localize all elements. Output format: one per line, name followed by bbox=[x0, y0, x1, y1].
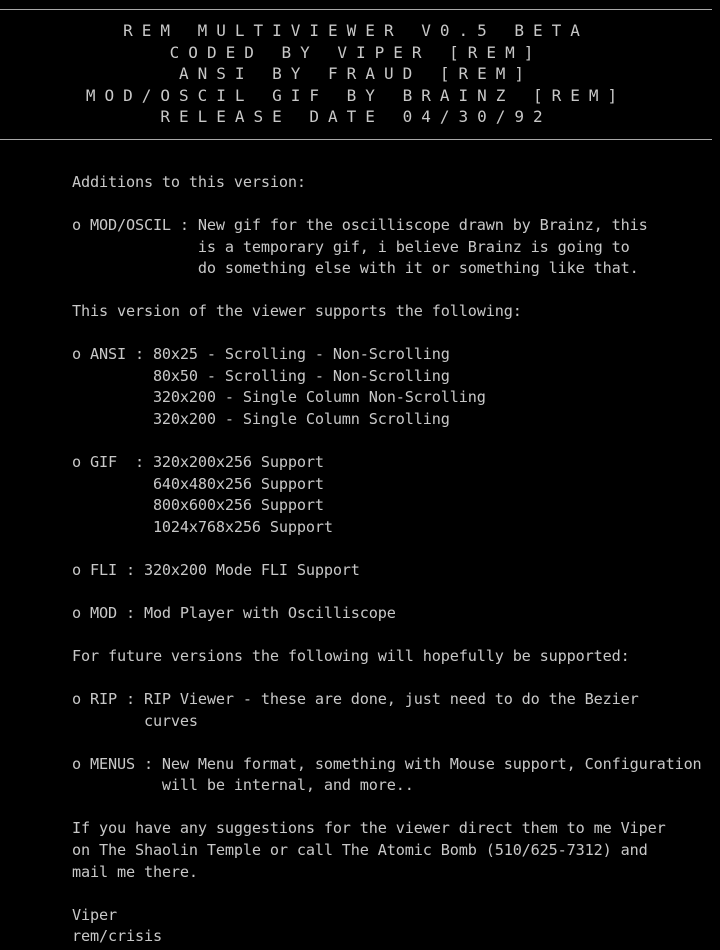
blank-line bbox=[72, 194, 717, 216]
blank-line bbox=[72, 624, 717, 646]
text-line: o RIP : RIP Viewer - these are done, just need to do the Bezier bbox=[72, 690, 639, 709]
text-line: is a temporary gif, i believe Brainz is going to bbox=[72, 237, 630, 256]
text-line: Viper bbox=[72, 905, 117, 924]
blank-line bbox=[72, 431, 717, 453]
blank-line bbox=[72, 668, 717, 690]
title-banner bbox=[0, 0, 720, 141]
text-line: o MENUS : New Menu format, something with Mouse support, Configuration bbox=[72, 754, 702, 773]
text-line: 1024x768x256 Support bbox=[72, 517, 333, 536]
top-divider bbox=[0, 9, 712, 10]
blank-line bbox=[72, 538, 717, 560]
banner-line-ansi: ANSI BY FRAUD [REM] bbox=[178, 64, 534, 84]
blank-line bbox=[72, 280, 717, 302]
banner-line-release-date: RELEASE DATE 04/30/92 bbox=[160, 107, 552, 127]
text-line: rem/crisis bbox=[72, 927, 162, 946]
text-line: For future versions the following will hopefully be supported: bbox=[72, 647, 630, 666]
blank-line bbox=[72, 732, 717, 754]
text-line: curves bbox=[72, 711, 198, 730]
text-line: on The Shaolin Temple or call The Atomic Bomb (510/625-7312) and bbox=[72, 840, 648, 859]
text-line: 80x50 - Scrolling - Non-Scrolling bbox=[72, 366, 450, 385]
text-line: 320x200 - Single Column Scrolling bbox=[72, 410, 450, 429]
text-line: o ANSI : 80x25 - Scrolling - Non-Scrolling bbox=[72, 345, 450, 364]
text-line: mail me there. bbox=[72, 862, 198, 881]
text-line: o GIF : 320x200x256 Support bbox=[72, 453, 324, 472]
bottom-divider bbox=[0, 139, 712, 140]
text-line: will be internal, and more.. bbox=[72, 776, 414, 795]
blank-line bbox=[72, 883, 717, 905]
text-line: o MOD : Mod Player with Oscilliscope bbox=[72, 603, 396, 622]
text-line: This version of the viewer supports the following: bbox=[72, 302, 522, 321]
text-line: 640x480x256 Support bbox=[72, 474, 324, 493]
text-line: 320x200 - Single Column Non-Scrolling bbox=[72, 388, 486, 407]
text-line: do something else with it or something like that. bbox=[72, 259, 639, 278]
banner-line-coder: CODED BY VIPER [REM] bbox=[169, 42, 543, 62]
text-line: 800x600x256 Support bbox=[72, 496, 324, 515]
banner-line-gif: MOD/OSCIL GIF BY BRAINZ [REM] bbox=[85, 85, 627, 105]
text-line: If you have any suggestions for the viewer direct them to me Viper bbox=[72, 819, 666, 838]
text-line: o MOD/OSCIL : New gif for the oscilliscope drawn by Brainz, this bbox=[72, 216, 648, 235]
text-line: o FLI : 320x200 Mode FLI Support bbox=[72, 560, 360, 579]
text-line: Additions to this version: bbox=[72, 173, 306, 191]
banner-text bbox=[0, 20, 712, 128]
blank-line bbox=[72, 323, 717, 345]
blank-line bbox=[72, 581, 717, 603]
banner-line-title: REM MULTIVIEWER V0.5 BETA bbox=[123, 21, 589, 40]
info-text-body bbox=[72, 172, 717, 948]
blank-line bbox=[72, 797, 717, 819]
